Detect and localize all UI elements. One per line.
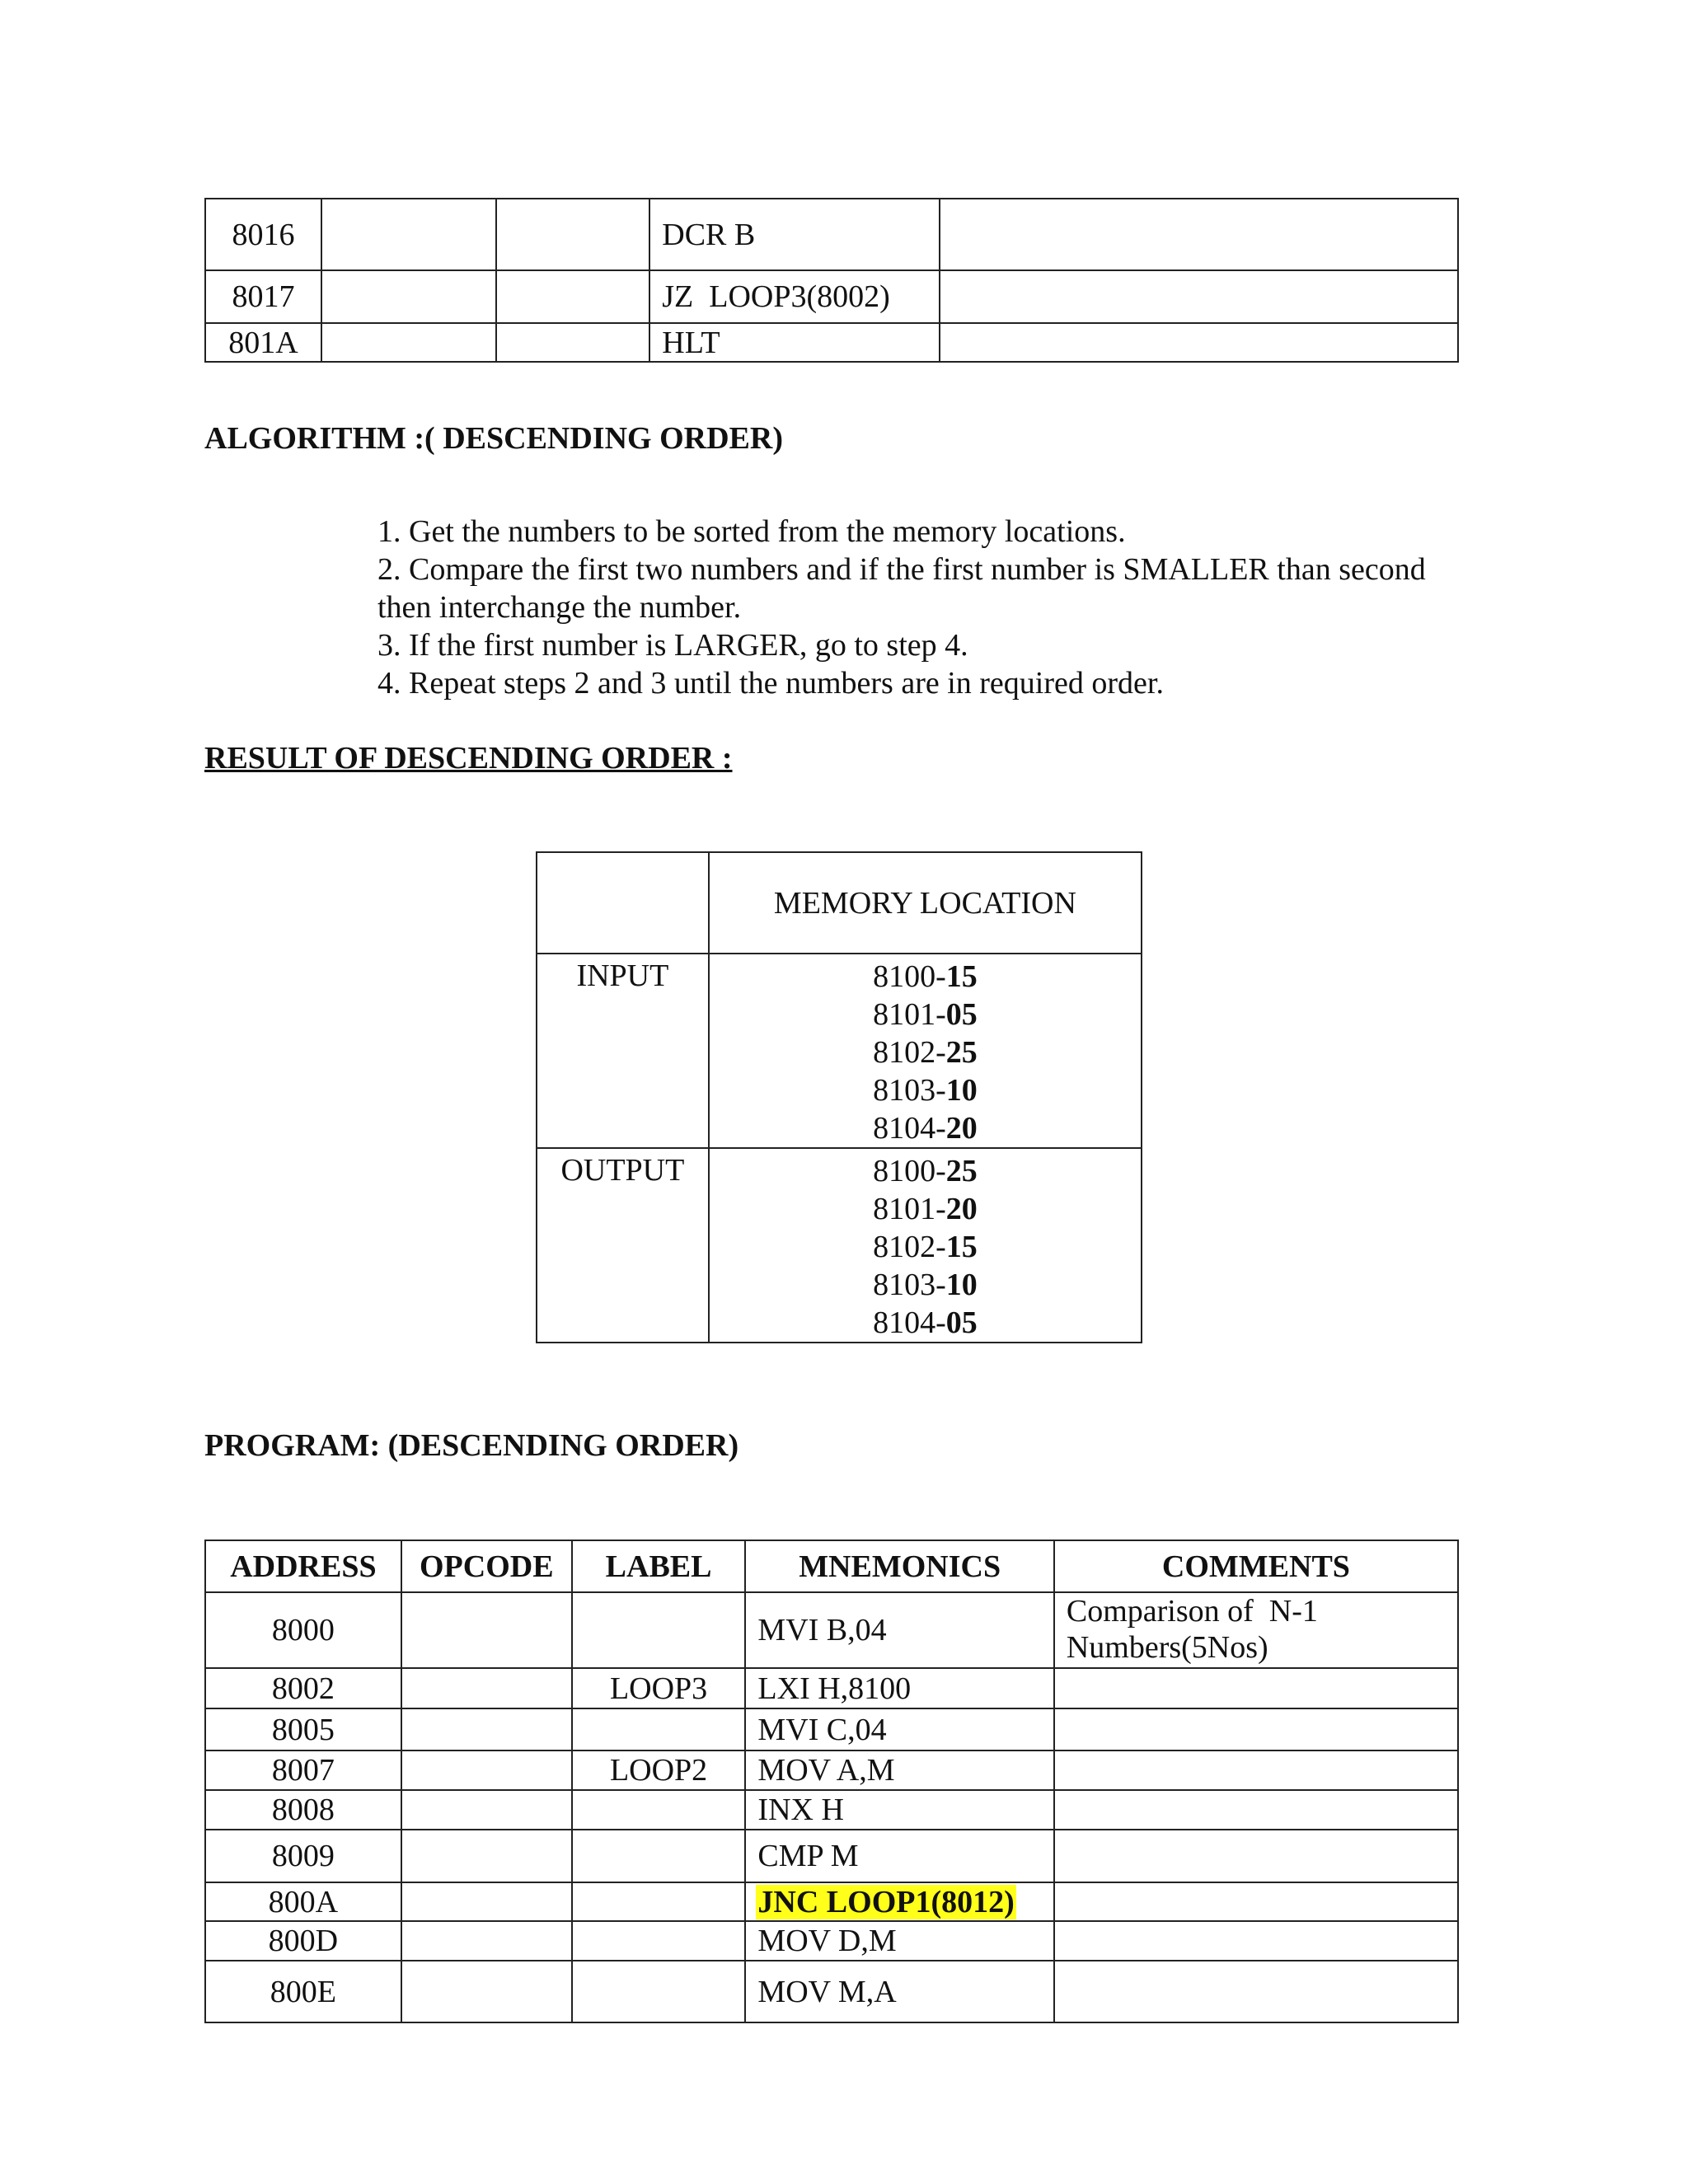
- memory-entry: 8103-10: [873, 1268, 978, 1302]
- column-header-address: ADDRESS: [205, 1540, 401, 1592]
- memory-entry: 8102-25: [873, 1035, 978, 1070]
- mnemonic-cell: JZ LOOP3(8002): [649, 270, 940, 323]
- comment-cell: [1054, 1750, 1458, 1790]
- label-cell: [572, 1921, 746, 1961]
- memory-entry: 8101-20: [873, 1192, 978, 1226]
- opcode-cell: [401, 1668, 572, 1708]
- memory-entry: 8101-05: [873, 997, 978, 1032]
- table-row: [537, 1148, 1142, 1343]
- memory-entry: 8103-10: [873, 1073, 978, 1108]
- label-cell: [496, 270, 650, 323]
- comment-cell: [1054, 1592, 1458, 1668]
- mnemonic-cell: [745, 1882, 1053, 1921]
- opcode-cell: [401, 1592, 572, 1668]
- table-row: [205, 1882, 1458, 1921]
- table-row: [205, 270, 1458, 323]
- comment-cell: [1054, 1830, 1458, 1882]
- algorithm-step: then interchange the number.: [377, 590, 742, 625]
- comment-cell: [1054, 1708, 1458, 1750]
- opcode-cell: [401, 1961, 572, 2022]
- table-row: [205, 1668, 1458, 1708]
- column-header-opcode: OPCODE: [401, 1540, 572, 1592]
- table-row: [205, 199, 1458, 270]
- input-values: [709, 954, 1142, 1148]
- label-cell: [496, 199, 650, 270]
- opcode-cell: [321, 270, 496, 323]
- result-table: [536, 851, 1142, 1343]
- opcode-cell: [401, 1921, 572, 1961]
- opcode-cell: [401, 1882, 572, 1921]
- column-header-comments: COMMENTS: [1054, 1540, 1458, 1592]
- output-values: [709, 1148, 1142, 1343]
- table-row: [205, 323, 1458, 362]
- table-row: [205, 1790, 1458, 1830]
- comment-cell: [1054, 1668, 1458, 1708]
- mnemonic-cell: HLT: [649, 323, 940, 362]
- label-cell: [572, 1708, 746, 1750]
- comment-cell: [1054, 1921, 1458, 1961]
- table-row: [205, 1830, 1458, 1882]
- comment-line: Numbers(5Nos): [1066, 1630, 1268, 1665]
- address-cell: 8009: [205, 1830, 401, 1882]
- comment-line: Comparison of N-1: [1066, 1594, 1318, 1629]
- opcode-cell: [321, 199, 496, 270]
- mnemonic-cell: LXI H,8100: [745, 1668, 1053, 1708]
- label-cell: [572, 1592, 746, 1668]
- empty-header-cell: [537, 852, 709, 954]
- algorithm-step: 3. If the first number is LARGER, go to step 4.: [377, 628, 968, 663]
- table-row: [205, 1708, 1458, 1750]
- mnemonic-cell: MVI B,04: [745, 1592, 1053, 1668]
- opcode-cell: [401, 1708, 572, 1750]
- algorithm-steps: [377, 513, 1426, 702]
- label-cell: LOOP3: [572, 1668, 746, 1708]
- column-header-label: LABEL: [572, 1540, 746, 1592]
- input-label: INPUT: [537, 954, 709, 1148]
- address-cell: 8017: [205, 270, 321, 323]
- table-row: [205, 1750, 1458, 1790]
- address-cell: 801A: [205, 323, 321, 362]
- opcode-cell: [401, 1750, 572, 1790]
- label-cell: [572, 1882, 746, 1921]
- highlighted-mnemonic: JNC LOOP1(8012): [757, 1884, 1015, 1919]
- mnemonic-cell: MOV D,M: [745, 1921, 1053, 1961]
- mnemonic-cell: MOV A,M: [745, 1750, 1053, 1790]
- address-cell: 800E: [205, 1961, 401, 2022]
- label-cell: [496, 323, 650, 362]
- table-row: [537, 954, 1142, 1148]
- comment-cell: [940, 199, 1458, 270]
- mnemonic-cell: MOV M,A: [745, 1961, 1053, 2022]
- result-heading: RESULT OF DESCENDING ORDER :: [204, 741, 733, 776]
- comment-cell: [940, 270, 1458, 323]
- mnemonic-cell: MVI C,04: [745, 1708, 1053, 1750]
- address-cell: 8002: [205, 1668, 401, 1708]
- mnemonic-cell: INX H: [745, 1790, 1053, 1830]
- opcode-cell: [321, 323, 496, 362]
- output-label: OUTPUT: [537, 1148, 709, 1343]
- address-cell: 8008: [205, 1790, 401, 1830]
- memory-entry: 8104-05: [873, 1305, 978, 1340]
- program-heading: PROGRAM: (DESCENDING ORDER): [204, 1428, 739, 1463]
- algorithm-step: 1. Get the numbers to be sorted from the memory locations.: [377, 514, 1126, 549]
- table-header-row: [205, 1540, 1458, 1592]
- program-table: [204, 1540, 1459, 2023]
- mnemonic-cell: CMP M: [745, 1830, 1053, 1882]
- comment-cell: [1054, 1790, 1458, 1830]
- algorithm-step: 4. Repeat steps 2 and 3 until the numbers are in required order.: [377, 666, 1164, 701]
- table-row: [205, 1592, 1458, 1668]
- address-cell: 8000: [205, 1592, 401, 1668]
- mnemonic-cell: DCR B: [649, 199, 940, 270]
- address-cell: 800A: [205, 1882, 401, 1921]
- address-cell: 800D: [205, 1921, 401, 1961]
- opcode-cell: [401, 1790, 572, 1830]
- label-cell: [572, 1790, 746, 1830]
- opcode-cell: [401, 1830, 572, 1882]
- label-cell: [572, 1961, 746, 2022]
- table-row: [205, 1961, 1458, 2022]
- table-row: [205, 1921, 1458, 1961]
- address-cell: 8007: [205, 1750, 401, 1790]
- algorithm-heading: ALGORITHM :( DESCENDING ORDER): [204, 421, 783, 456]
- column-header-mnemonics: MNEMONICS: [745, 1540, 1053, 1592]
- memory-entry: 8100-25: [873, 1154, 978, 1188]
- memory-entry: 8100-15: [873, 959, 978, 994]
- comment-cell: [1054, 1882, 1458, 1921]
- memory-entry: 8102-15: [873, 1230, 978, 1264]
- label-cell: [572, 1830, 746, 1882]
- table-row: [537, 852, 1142, 954]
- continuation-table: [204, 198, 1459, 363]
- memory-location-header: MEMORY LOCATION: [709, 852, 1142, 954]
- address-cell: 8016: [205, 199, 321, 270]
- label-cell: LOOP2: [572, 1750, 746, 1790]
- comment-cell: [1054, 1961, 1458, 2022]
- memory-entry: 8104-20: [873, 1111, 978, 1146]
- address-cell: 8005: [205, 1708, 401, 1750]
- comment-cell: [940, 323, 1458, 362]
- algorithm-step: 2. Compare the first two numbers and if the first number is SMALLER than second: [377, 552, 1426, 587]
